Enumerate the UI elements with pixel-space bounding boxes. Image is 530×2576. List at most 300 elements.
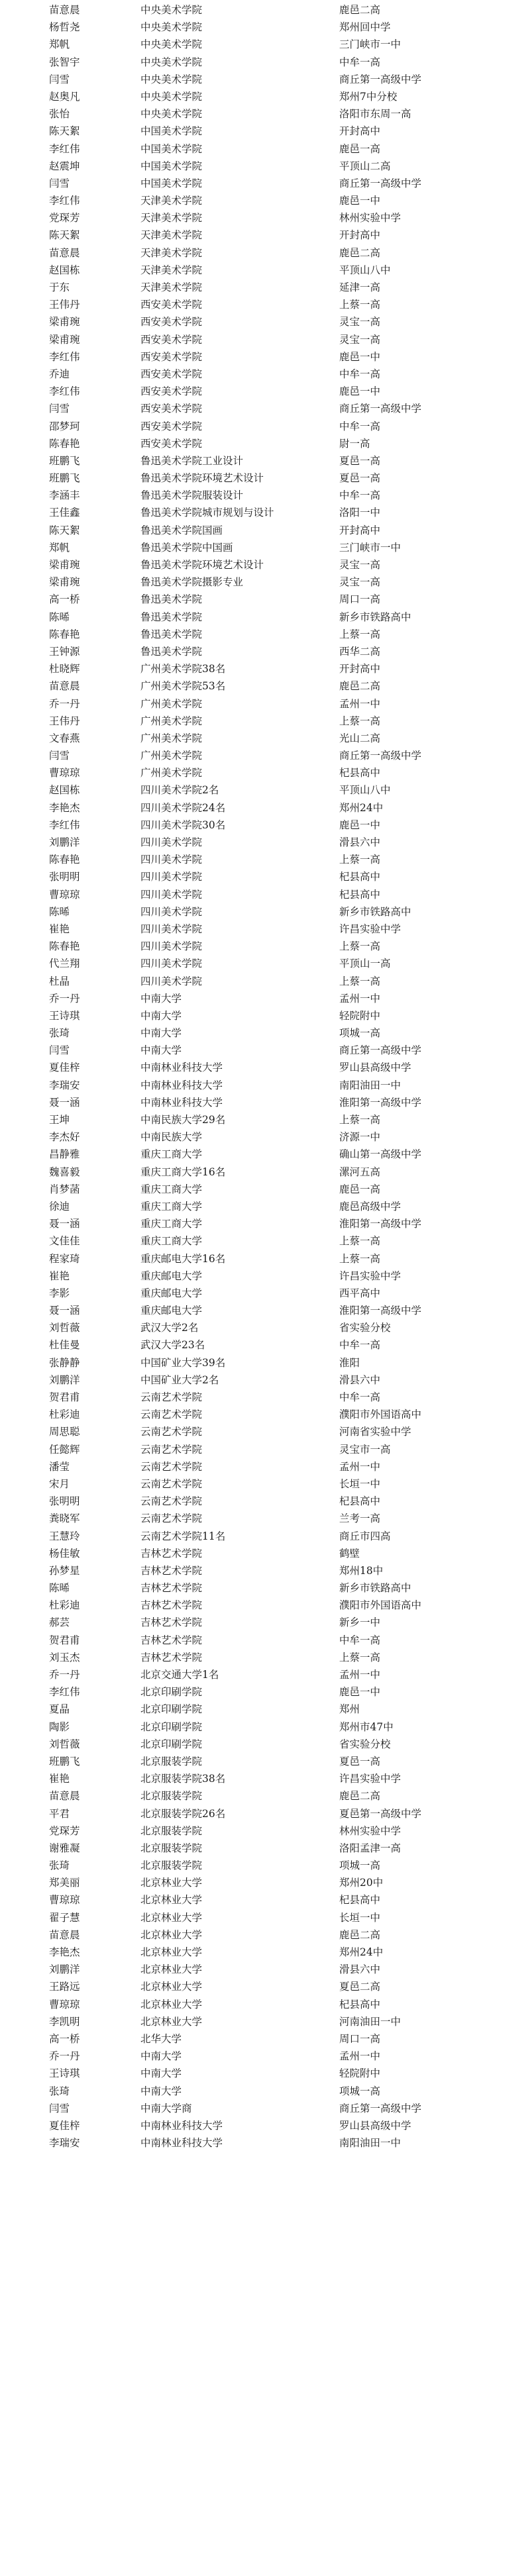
name-cell: 聂一涵 — [49, 1305, 80, 1317]
school-cell: 北京服装学院 — [140, 1824, 203, 1837]
table-row — [0, 1128, 530, 1146]
name-cell: 陈春艳 — [49, 940, 80, 953]
table-row — [0, 643, 530, 660]
school-cell: 鲁迅美术学院国画 — [140, 524, 223, 536]
origin-cell: 项城一高 — [339, 1027, 381, 1040]
origin-cell: 洛阳一中 — [339, 507, 381, 519]
table-row — [0, 1111, 530, 1128]
table-row — [0, 296, 530, 313]
origin-cell: 新乡市铁路高中 — [339, 611, 411, 623]
school-cell: 重庆工商大学 — [140, 1235, 203, 1248]
origin-cell: 兰考一高 — [339, 1512, 381, 1525]
name-cell: 王坤 — [49, 1114, 70, 1126]
origin-cell: 尉一高 — [339, 437, 370, 450]
table-row — [0, 1285, 530, 1302]
origin-cell: 三门峡市一中 — [339, 541, 401, 554]
school-cell: 四川美术学院 — [140, 905, 203, 918]
name-cell: 党琛芳 — [49, 212, 80, 224]
name-cell: 崔艳 — [49, 1773, 70, 1785]
table-row — [0, 1822, 530, 1840]
school-cell: 广州美术学院 — [140, 697, 203, 710]
school-cell: 中国矿业大学39名 — [140, 1356, 226, 1369]
name-cell: 陈天絮 — [49, 524, 80, 536]
name-cell: 刘玉杰 — [49, 1651, 80, 1663]
name-cell: 陈春艳 — [49, 628, 80, 640]
table-row — [0, 105, 530, 123]
origin-cell: 上蔡一高 — [339, 854, 381, 866]
school-cell: 四川美术学院 — [140, 922, 203, 935]
name-cell: 李红伟 — [49, 818, 80, 831]
name-cell: 梁甫琬 — [49, 559, 80, 571]
origin-cell: 罗山县高级中学 — [339, 2119, 411, 2132]
name-cell: 程家琦 — [49, 1252, 80, 1265]
table-row — [0, 1458, 530, 1475]
name-cell: 李红伟 — [49, 385, 80, 398]
table-row — [0, 1371, 530, 1389]
table-row — [0, 1354, 530, 1371]
table-row — [0, 2117, 530, 2134]
school-cell: 重庆工商大学 — [140, 1183, 203, 1195]
school-cell: 天津美术学院 — [140, 281, 203, 293]
school-cell: 天津美术学院 — [140, 212, 203, 224]
origin-cell: 平顶山二高 — [339, 160, 391, 172]
name-cell: 闫雪 — [49, 2102, 70, 2114]
school-cell: 重庆邮电大学 — [140, 1305, 203, 1317]
school-cell: 鲁迅美术学院 — [140, 593, 203, 606]
name-cell: 张静静 — [49, 1356, 80, 1369]
school-cell: 鲁迅美术学院服装设计 — [140, 489, 244, 502]
name-cell: 刘鹏洋 — [49, 1373, 80, 1386]
school-cell: 中南林业科技大学 — [140, 1062, 223, 1074]
table-row — [0, 1545, 530, 1562]
name-cell: 赵国栋 — [49, 264, 80, 276]
table-row — [0, 209, 530, 226]
school-cell: 天津美术学院 — [140, 246, 203, 259]
origin-cell: 开封高中 — [339, 229, 381, 242]
school-cell: 吉林艺术学院 — [140, 1651, 203, 1663]
origin-cell: 中牟一高 — [339, 1634, 381, 1646]
origin-cell: 上蔡一高 — [339, 940, 381, 953]
table-row — [0, 1666, 530, 1683]
table-row — [0, 279, 530, 296]
school-cell: 中南大学 — [140, 992, 182, 1005]
name-cell: 陈春艳 — [49, 437, 80, 450]
name-cell: 郑帆 — [49, 38, 70, 51]
origin-cell: 平顶山一高 — [339, 958, 391, 970]
school-cell: 云南艺术学院 — [140, 1391, 203, 1403]
origin-cell: 平顶山八中 — [339, 264, 391, 276]
origin-cell: 罗山县高级中学 — [339, 1062, 411, 1074]
origin-cell: 上蔡一高 — [339, 299, 381, 311]
origin-cell: 漯河五高 — [339, 1165, 381, 1178]
school-cell: 天津美术学院 — [140, 195, 203, 207]
name-cell: 梁甫琬 — [49, 316, 80, 328]
origin-cell: 夏邑一高 — [339, 454, 381, 467]
table-row — [0, 71, 530, 88]
name-cell: 陈晞 — [49, 611, 70, 623]
school-cell: 重庆工商大学16名 — [140, 1165, 226, 1178]
origin-cell: 孟州一中 — [339, 992, 381, 1005]
name-cell: 王慧玲 — [49, 1530, 80, 1542]
school-cell: 云南艺术学院 — [140, 1409, 203, 1421]
name-cell: 夏佳梓 — [49, 1062, 80, 1074]
table-row — [0, 1579, 530, 1597]
school-cell: 鲁迅美术学院环境艺术设计 — [140, 559, 264, 571]
school-cell: 天津美术学院 — [140, 229, 203, 242]
origin-cell: 郑州回中学 — [339, 21, 391, 34]
school-cell: 中南大学 — [140, 1009, 182, 1022]
origin-cell: 开封高中 — [339, 524, 381, 536]
origin-cell: 新乡市铁路高中 — [339, 1582, 411, 1595]
school-cell: 中南林业科技大学 — [140, 2119, 223, 2132]
name-cell: 苗意晨 — [49, 246, 80, 259]
name-cell: 陈天絮 — [49, 229, 80, 242]
origin-cell: 开封高中 — [339, 663, 381, 675]
school-cell: 鲁迅美术学院 — [140, 611, 203, 623]
table-row — [0, 331, 530, 348]
origin-cell: 中牟一高 — [339, 1339, 381, 1352]
name-cell: 王诗琪 — [49, 2067, 80, 2080]
table-row — [0, 1926, 530, 1944]
table-row — [0, 1891, 530, 1908]
origin-cell: 商丘第一高级中学 — [339, 403, 422, 415]
table-row — [0, 522, 530, 539]
origin-cell: 郑州20中 — [339, 1877, 384, 1889]
name-cell: 肖梦菡 — [49, 1183, 80, 1195]
origin-cell: 濮阳市外国语高中 — [339, 1409, 422, 1421]
origin-cell: 西平高中 — [339, 1287, 381, 1299]
school-cell: 西安美术学院 — [140, 350, 203, 363]
origin-cell: 滑县六中 — [339, 1373, 381, 1386]
school-cell: 北京服装学院26名 — [140, 1807, 226, 1820]
origin-cell: 灵宝一高 — [339, 333, 381, 346]
school-cell: 北京服装学院 — [140, 1859, 203, 1872]
origin-cell: 林州实验中学 — [339, 212, 401, 224]
origin-cell: 中牟一高 — [339, 489, 381, 502]
table-row — [0, 1614, 530, 1631]
school-cell: 云南艺术学院 — [140, 1477, 203, 1490]
name-cell: 夏晶 — [49, 1703, 70, 1716]
school-cell: 重庆邮电大学16名 — [140, 1252, 226, 1265]
name-cell: 班鹏飞 — [49, 454, 80, 467]
name-cell: 张明明 — [49, 871, 80, 883]
table-row — [0, 626, 530, 643]
table-row — [0, 1423, 530, 1440]
school-cell: 北京印刷学院 — [140, 1738, 203, 1750]
school-cell: 北京林业大学 — [140, 1998, 203, 2010]
table-row — [0, 2048, 530, 2065]
table-row — [0, 1406, 530, 1423]
name-cell: 代兰翔 — [49, 958, 80, 970]
table-row — [0, 1441, 530, 1458]
origin-cell: 杞县高中 — [339, 1998, 381, 2010]
name-cell: 刘鹏洋 — [49, 1963, 80, 1976]
table-row — [0, 556, 530, 573]
table-row — [0, 730, 530, 747]
table-row — [0, 19, 530, 36]
table-row — [0, 1302, 530, 1319]
origin-cell: 孟州一中 — [339, 2050, 381, 2063]
name-cell: 翟子慧 — [49, 1911, 80, 1924]
name-cell: 周思聪 — [49, 1426, 80, 1438]
name-cell: 班鹏飞 — [49, 1755, 80, 1767]
table-row — [0, 452, 530, 470]
origin-cell: 周口一高 — [339, 593, 381, 606]
name-cell: 张琦 — [49, 1859, 70, 1872]
school-cell: 四川美术学院 — [140, 940, 203, 953]
school-cell: 中央美术学院 — [140, 56, 203, 68]
table-row — [0, 1736, 530, 1753]
name-cell: 曹琼琼 — [49, 888, 80, 901]
school-cell: 广州美术学院53名 — [140, 680, 226, 693]
name-cell: 平君 — [49, 1807, 70, 1820]
table-row — [0, 1475, 530, 1493]
name-cell: 王佳鑫 — [49, 507, 80, 519]
name-cell: 党琛芳 — [49, 1824, 80, 1837]
school-cell: 四川美术学院2名 — [140, 784, 219, 797]
table-row — [0, 348, 530, 366]
school-cell: 四川美术学院 — [140, 975, 203, 987]
origin-cell: 淮阳第一高级中学 — [339, 1305, 422, 1317]
name-cell: 乔一丹 — [49, 2050, 80, 2063]
table-row — [0, 1632, 530, 1649]
origin-cell: 上蔡一高 — [339, 628, 381, 640]
table-row — [0, 226, 530, 244]
school-cell: 重庆邮电大学 — [140, 1269, 203, 1282]
school-cell: 鲁迅美术学院环境艺术设计 — [140, 472, 264, 485]
table-row — [0, 1215, 530, 1232]
name-cell: 崔艳 — [49, 1269, 70, 1282]
school-cell: 北京林业大学 — [140, 1963, 203, 1976]
name-cell: 李涵丰 — [49, 489, 80, 502]
name-cell: 张智宇 — [49, 56, 80, 68]
school-cell: 中南大学 — [140, 2050, 182, 2063]
origin-cell: 鹿邑一中 — [339, 195, 381, 207]
table-row — [0, 2134, 530, 2152]
school-cell: 中央美术学院 — [140, 38, 203, 51]
table-row — [0, 938, 530, 955]
origin-cell: 杞县高中 — [339, 767, 381, 779]
school-cell: 北京服装学院 — [140, 1755, 203, 1767]
school-cell: 四川美术学院 — [140, 958, 203, 970]
table-row — [0, 1683, 530, 1701]
table-row — [0, 1597, 530, 1614]
school-cell: 四川美术学院30名 — [140, 818, 226, 831]
name-cell: 高一桥 — [49, 593, 80, 606]
name-cell: 李影 — [49, 1287, 70, 1299]
table-row — [0, 1389, 530, 1406]
name-cell: 王诗琪 — [49, 1009, 80, 1022]
table-row — [0, 244, 530, 262]
name-cell: 郑帆 — [49, 541, 70, 554]
origin-cell: 鹿邑二高 — [339, 1928, 381, 1941]
name-cell: 李红伟 — [49, 350, 80, 363]
name-cell: 文佳佳 — [49, 1235, 80, 1248]
school-cell: 西安美术学院 — [140, 368, 203, 380]
name-cell: 赵奥凡 — [49, 90, 80, 103]
school-cell: 吉林艺术学院 — [140, 1599, 203, 1612]
table-row — [0, 781, 530, 799]
name-cell: 闫雪 — [49, 1044, 70, 1057]
origin-cell: 许昌实验中学 — [339, 922, 401, 935]
school-cell: 武汉大学2名 — [140, 1322, 199, 1334]
table-row — [0, 418, 530, 435]
name-cell: 赵国栋 — [49, 784, 80, 797]
school-cell: 中南大学 — [140, 2085, 182, 2097]
school-cell: 西安美术学院 — [140, 333, 203, 346]
name-cell: 张明明 — [49, 1495, 80, 1508]
origin-cell: 滑县六中 — [339, 836, 381, 848]
school-cell: 吉林艺术学院 — [140, 1547, 203, 1560]
school-cell: 鲁迅美术学院工业设计 — [140, 454, 244, 467]
origin-cell: 淮阳第一高级中学 — [339, 1218, 422, 1230]
table-row — [0, 1961, 530, 1978]
school-cell: 中国美术学院 — [140, 160, 203, 172]
origin-cell: 鹿邑二高 — [339, 246, 381, 259]
name-cell: 曹琼琼 — [49, 1894, 80, 1907]
table-row — [0, 2083, 530, 2100]
table-row — [0, 1181, 530, 1198]
origin-cell: 鹿邑高级中学 — [339, 1200, 401, 1213]
origin-cell: 鹿邑一高 — [339, 1183, 381, 1195]
table-row — [0, 1770, 530, 1787]
name-cell: 王伟丹 — [49, 715, 80, 727]
origin-cell: 新乡一中 — [339, 1616, 381, 1629]
origin-cell: 轻院附中 — [339, 2067, 381, 2080]
table-row — [0, 192, 530, 209]
table-row — [0, 1024, 530, 1042]
origin-cell: 三门峡市一中 — [339, 38, 401, 51]
table-row — [0, 1718, 530, 1736]
name-cell: 李艳杰 — [49, 1946, 80, 1958]
name-cell: 李瑞安 — [49, 2137, 80, 2150]
name-cell: 徐迪 — [49, 1200, 70, 1213]
origin-cell: 鹿邑二高 — [339, 4, 381, 16]
school-cell: 北京印刷学院 — [140, 1703, 203, 1716]
school-cell: 中南林业科技大学 — [140, 2137, 223, 2150]
school-cell: 四川美术学院 — [140, 888, 203, 901]
school-cell: 西安美术学院 — [140, 316, 203, 328]
school-cell: 北京林业大学 — [140, 2015, 203, 2028]
name-cell: 杜彩迪 — [49, 1409, 80, 1421]
origin-cell: 郑州市47中 — [339, 1720, 394, 1733]
name-cell: 闫雪 — [49, 73, 70, 85]
name-cell: 闫雪 — [49, 177, 70, 189]
name-cell: 苗意晨 — [49, 1928, 80, 1941]
origin-cell: 许昌实验中学 — [339, 1269, 401, 1282]
name-cell: 聂一涵 — [49, 1096, 80, 1109]
school-cell: 鲁迅美术学院城市规划与设计 — [140, 507, 274, 519]
school-cell: 广州美术学院 — [140, 750, 203, 762]
table-row — [0, 158, 530, 175]
school-cell: 中南大学商 — [140, 2102, 192, 2114]
school-cell: 重庆邮电大学 — [140, 1287, 203, 1299]
name-cell: 贺君甫 — [49, 1391, 80, 1403]
origin-cell: 杞县高中 — [339, 1894, 381, 1907]
school-cell: 四川美术学院 — [140, 836, 203, 848]
name-cell: 李红伟 — [49, 195, 80, 207]
school-cell: 西安美术学院 — [140, 403, 203, 415]
origin-cell: 郑州24中 — [339, 801, 384, 814]
origin-cell: 光山二高 — [339, 732, 381, 744]
table-row — [0, 1805, 530, 1822]
name-cell: 张怡 — [49, 108, 70, 121]
name-cell: 王钟源 — [49, 645, 80, 658]
table-row — [0, 2030, 530, 2048]
school-cell: 鲁迅美术学院中国画 — [140, 541, 233, 554]
origin-cell: 郑州 — [339, 1703, 360, 1716]
name-cell: 粪晓军 — [49, 1512, 80, 1525]
name-cell: 陈晞 — [49, 1582, 70, 1595]
name-cell: 苗意晨 — [49, 680, 80, 693]
origin-cell: 鹿邑一中 — [339, 385, 381, 398]
name-cell: 苗意晨 — [49, 4, 80, 16]
origin-cell: 鹿邑二高 — [339, 680, 381, 693]
school-cell: 广州美术学院 — [140, 715, 203, 727]
origin-cell: 郑州18中 — [339, 1564, 384, 1577]
origin-cell: 夏邑第一高级中学 — [339, 1807, 422, 1820]
name-cell: 刘哲薇 — [49, 1322, 80, 1334]
origin-cell: 长垣一中 — [339, 1477, 381, 1490]
table-row — [0, 383, 530, 400]
school-cell: 中南民族大学29名 — [140, 1114, 226, 1126]
name-cell: 杜彩迪 — [49, 1599, 80, 1612]
table-row — [0, 834, 530, 851]
table-row — [0, 1528, 530, 1545]
name-cell: 文春燕 — [49, 732, 80, 744]
table-row — [0, 1753, 530, 1770]
origin-cell: 淮阳 — [339, 1356, 360, 1369]
origin-cell: 上蔡一高 — [339, 715, 381, 727]
origin-cell: 周口一高 — [339, 2032, 381, 2045]
table-row — [0, 713, 530, 730]
origin-cell: 长垣一中 — [339, 1911, 381, 1924]
name-cell: 李杰好 — [49, 1131, 80, 1144]
school-cell: 中南大学 — [140, 2067, 182, 2080]
table-row — [0, 2065, 530, 2082]
table-row — [0, 1232, 530, 1250]
table-row — [0, 1198, 530, 1215]
table-row — [0, 591, 530, 608]
name-cell: 任懿辉 — [49, 1443, 80, 1456]
table-row — [0, 677, 530, 695]
table-row — [0, 262, 530, 279]
school-cell: 四川美术学院24名 — [140, 801, 226, 814]
school-cell: 中央美术学院 — [140, 90, 203, 103]
school-cell: 重庆工商大学 — [140, 1148, 203, 1161]
school-cell: 中国美术学院 — [140, 177, 203, 189]
table-row — [0, 886, 530, 903]
table-row — [0, 1146, 530, 1163]
origin-cell: 新乡市铁路高中 — [339, 905, 411, 918]
school-cell: 吉林艺术学院 — [140, 1616, 203, 1629]
name-cell: 苗意晨 — [49, 1790, 80, 1803]
school-cell: 西安美术学院 — [140, 437, 203, 450]
table-row — [0, 2013, 530, 2030]
name-cell: 曹琼琼 — [49, 767, 80, 779]
origin-cell: 商丘第一高级中学 — [339, 1044, 422, 1057]
table-row — [0, 1336, 530, 1354]
school-cell: 北华大学 — [140, 2032, 182, 2045]
school-cell: 北京印刷学院 — [140, 1720, 203, 1733]
table-row — [0, 660, 530, 677]
name-cell: 曹琼琼 — [49, 1998, 80, 2010]
school-cell: 中南大学 — [140, 1027, 182, 1040]
name-cell: 乔迪 — [49, 368, 70, 380]
name-cell: 李艳杰 — [49, 801, 80, 814]
origin-cell: 杞县高中 — [339, 888, 381, 901]
table-row — [0, 609, 530, 626]
